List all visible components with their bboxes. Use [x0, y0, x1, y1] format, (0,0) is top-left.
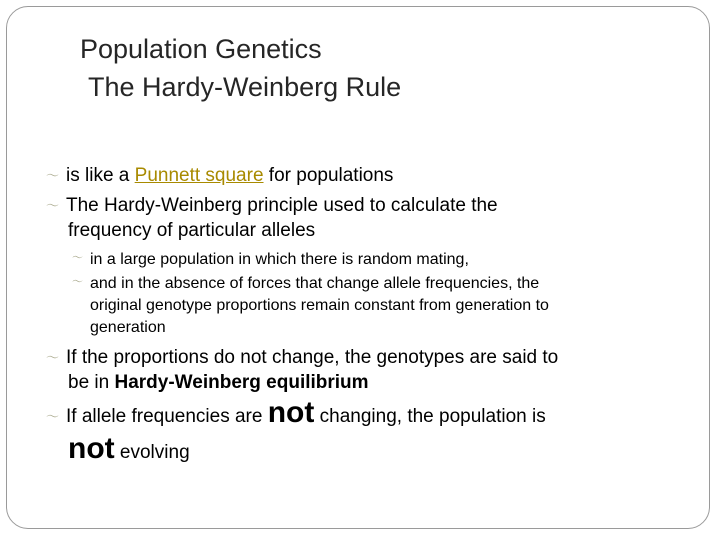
- subbullet-line-1: in a large population in which there is random mating,: [90, 251, 469, 268]
- bullet-text: changing, the population is: [314, 406, 546, 427]
- curl-bullet-icon: 〜: [46, 350, 60, 365]
- not-emphasis: not: [267, 396, 315, 429]
- not-emphasis: not: [68, 432, 115, 465]
- title-line-2: The Hardy-Weinberg Rule: [88, 72, 402, 102]
- title-line-1: Population Genetics: [80, 34, 322, 64]
- curl-bullet-icon: 〜: [46, 168, 60, 183]
- bullet-text: is like a: [66, 165, 135, 186]
- bullet-text: for populations: [263, 165, 394, 186]
- bullet-line-1: The Hardy-Weinberg principle used to calculate the: [66, 195, 498, 216]
- hardy-weinberg-equilibrium-text: Hardy-Weinberg equilibrium: [114, 372, 369, 393]
- slide-title: [80, 30, 401, 106]
- bullet-not-evolving-line-2: [68, 432, 190, 465]
- subbullet-line-1: and in the absence of forces that change allele frequencies, the: [90, 275, 540, 292]
- bullet-text: If allele frequencies are: [66, 406, 268, 427]
- bullet-principle: [46, 193, 498, 218]
- subbullet-random-mating: [72, 248, 469, 271]
- subbullet-absence-forces-line-2: original genotype proportions remain constant from generation to: [90, 297, 549, 314]
- bullet-proportions-line-2: [68, 370, 369, 395]
- bullet-line-1: If the proportions do not change, the genotypes are said to: [66, 347, 559, 368]
- subbullet-absence-forces-line-3: generation: [90, 319, 166, 336]
- subbullet-absence-forces: [72, 272, 540, 295]
- curl-bullet-icon: 〜: [46, 409, 60, 424]
- bullet-punnett: [46, 163, 394, 188]
- bullet-proportions: [46, 345, 559, 370]
- punnett-square-link[interactable]: Punnett square: [134, 165, 264, 186]
- curl-bullet-icon: 〜: [46, 198, 60, 213]
- bullet-text: be in: [68, 372, 115, 393]
- bullet-text: evolving: [114, 442, 190, 463]
- curl-bullet-icon: 〜: [72, 252, 83, 264]
- bullet-principle-line-2: frequency of particular alleles: [68, 220, 316, 241]
- bullet-not-evolving: [46, 396, 546, 429]
- curl-bullet-icon: 〜: [72, 276, 83, 288]
